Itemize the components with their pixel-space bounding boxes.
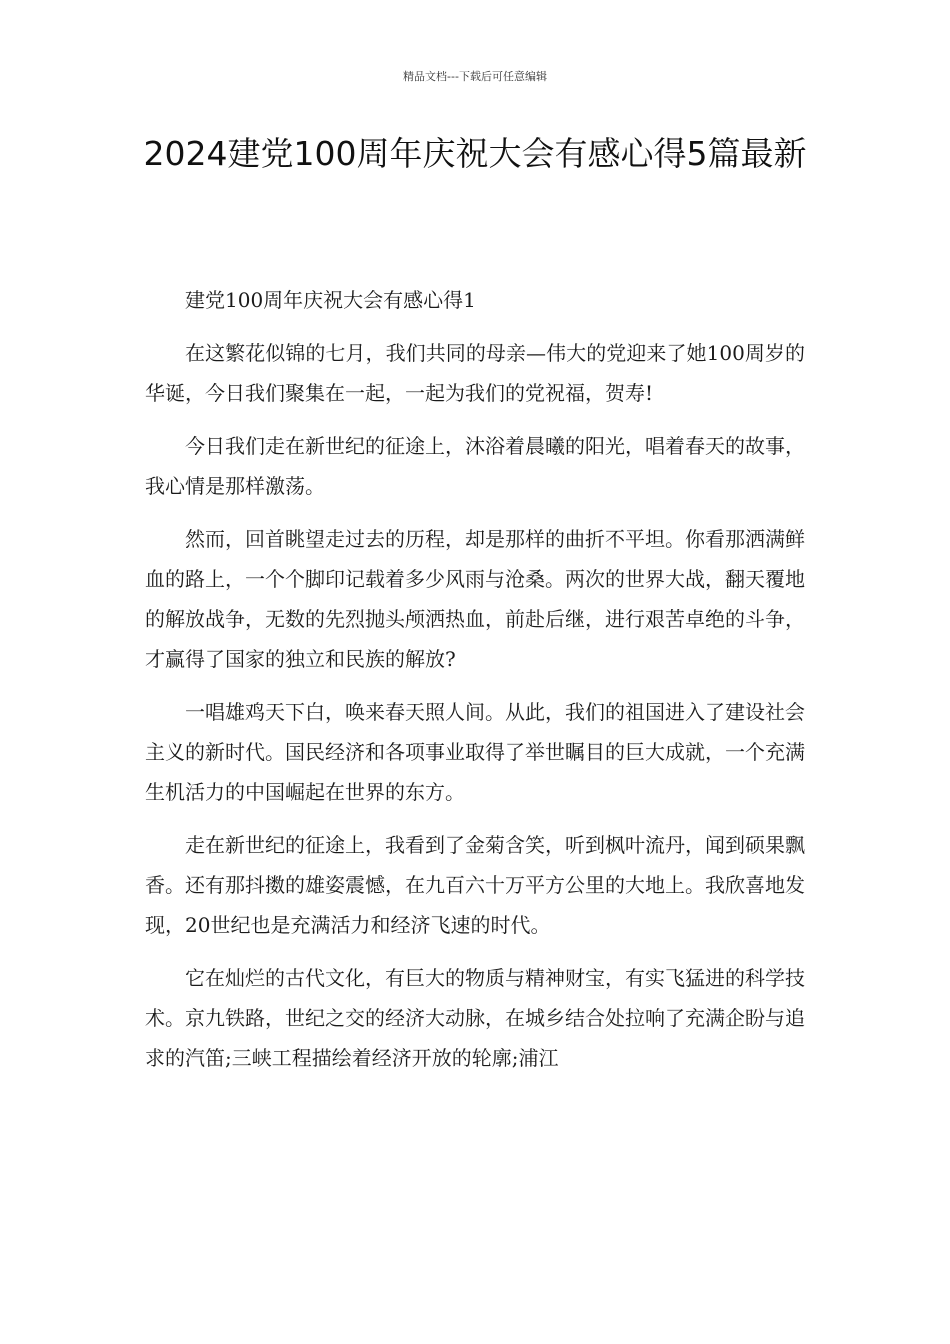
section-heading: 建党100周年庆祝大会有感心得1 [185, 288, 476, 312]
paragraph: 它在灿烂的古代文化，有巨大的物质与精神财宝，有实飞猛进的科学技术。京九铁路，世纪之交的经济大动脉，在城乡结合处拉响了充满企盼与追求的汽笛;三峡工程描绘着经济开放的轮廓;浦江 [145, 966, 805, 1070]
document-title: 2024建党100周年庆祝大会有感心得5篇最新 [143, 134, 807, 173]
header-note: 精品文档---下载后可任意编辑 [403, 70, 547, 83]
document-body [145, 280, 805, 1091]
paragraph: 今日我们走在新世纪的征途上，沐浴着晨曦的阳光，唱着春天的故事，我心情是那样激荡。 [145, 434, 805, 498]
paragraph: 在这繁花似锦的七月，我们共同的母亲—伟大的党迎来了她100周岁的华诞，今日我们聚集在一起，一起为我们的党祝福，贺寿! [145, 341, 805, 405]
paragraph: 一唱雄鸡天下白，唤来春天照人间。从此，我们的祖国进入了建设社会主义的新时代。国民经济和各项事业取得了举世瞩目的巨大成就，一个充满生机活力的中国崛起在世界的东方。 [145, 700, 805, 804]
paragraph: 然而，回首眺望走过去的历程，却是那样的曲折不平坦。你看那洒满鲜血的路上，一个个脚印记载着多少风雨与沧桑。两次的世界大战，翻天覆地的解放战争，无数的先烈抛头颅洒热血，前赴后继，进行艰苦卓绝的斗争，才赢得了国家的独立和民族的解放? [145, 527, 805, 671]
paragraph: 走在新世纪的征途上，我看到了金菊含笑，听到枫叶流丹，闻到硕果飘香。还有那抖擞的雄姿震憾，在九百六十万平方公里的大地上。我欣喜地发现，20世纪也是充满活力和经济飞速的时代。 [145, 833, 805, 937]
